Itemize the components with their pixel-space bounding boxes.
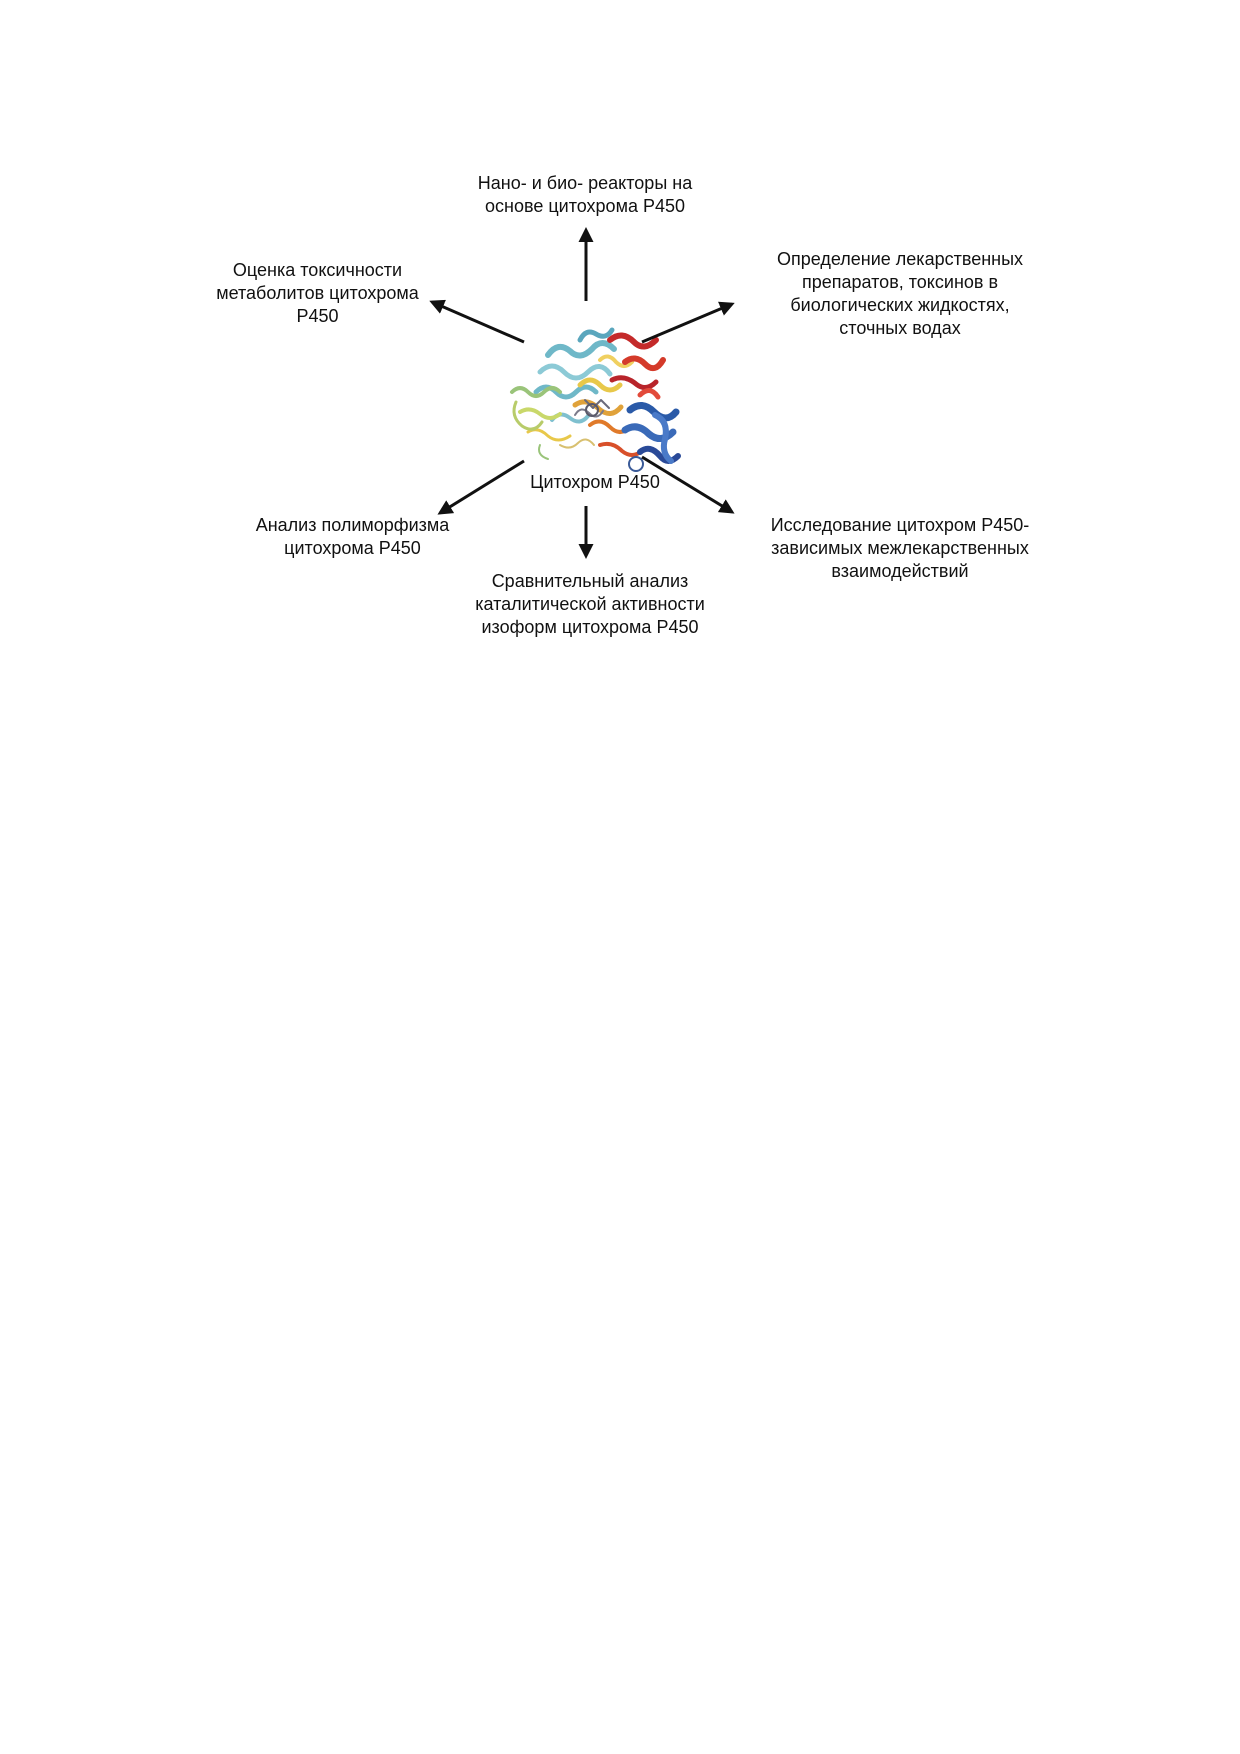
node-catalytic-activity-analysis: Сравнительный анализ каталитической активности изоформ цитохрома P450 [475, 571, 705, 637]
node-drug-toxin-detection: Определение лекарственных препаратов, токсинов в биологических жидкостях, сточных водах [776, 249, 1024, 338]
arrow-top-right [642, 304, 732, 342]
node-toxicity-assessment: Оценка токсичности метаболитов цитохрома P450 [216, 260, 419, 326]
arrow-bottom-left [440, 461, 524, 513]
center-label: Цитохром P450 [530, 472, 660, 492]
node-drug-drug-interactions: Исследование цитохром P450- зависимых межлекарственных взаимодействий [770, 515, 1030, 581]
node-nano-bio-reactors: Нано- и био- реакторы на основе цитохрома P450 [477, 173, 693, 216]
cytochrome-p450-protein-image [512, 330, 678, 471]
arrow-top-left [432, 302, 524, 342]
node-polymorphism-analysis: Анализ полиморфизма цитохрома P450 [255, 515, 450, 558]
